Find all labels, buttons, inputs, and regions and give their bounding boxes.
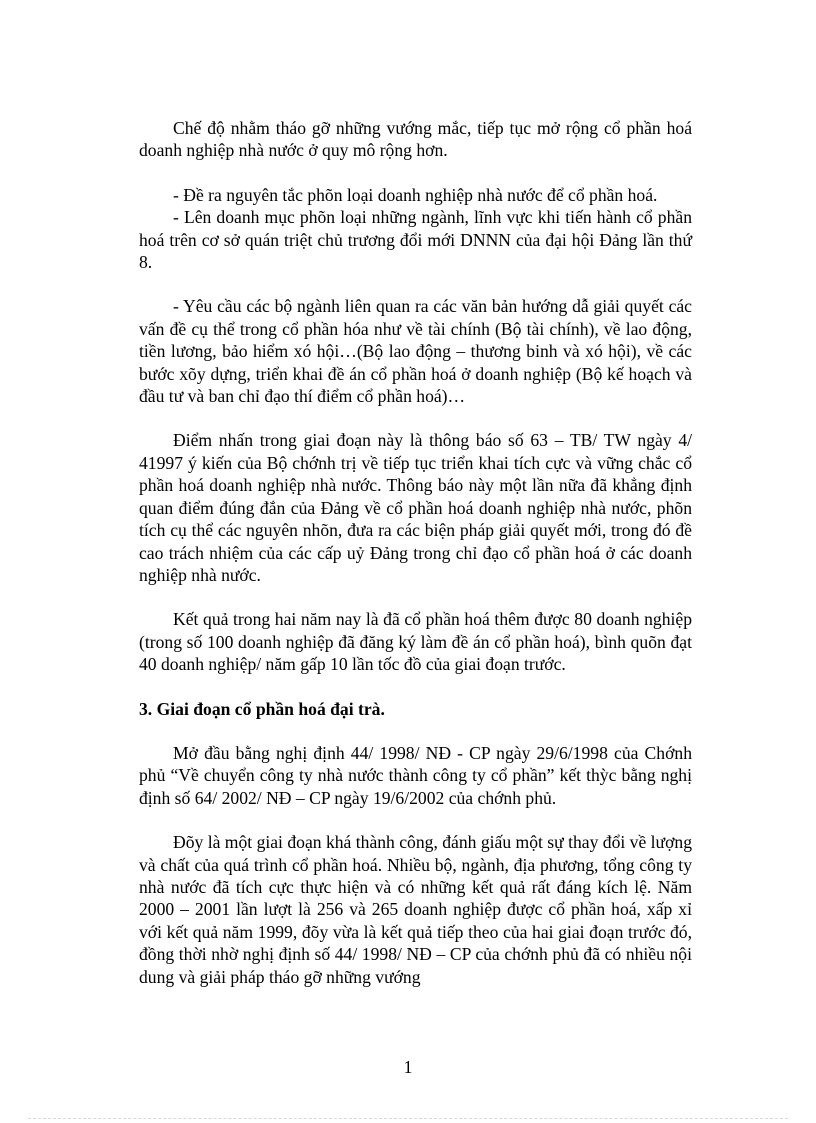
- paragraph: Điểm nhấn trong giai đoạn này là thông báo số 63 – TB/ TW ngày 4/ 41997 ý kiến của Bộ chớnh trị về tiếp tục triển khai tích cực và vững chắc cổ phần hoá doanh nghiệp nhà nước. Thông báo này một lần nữa đã khẳng định quan điểm đúng đắn của Đảng về cổ phần hoá doanh nghiệp nhà nước, phõn tích cụ thể các nguyên nhõn, đưa ra các biện pháp giải quyết mới, trong đó đề cao trách nhiệm của các cấp uỷ Đảng trong chỉ đạo cổ phần hoá ở các doanh nghiệp nhà nước.: [139, 430, 692, 585]
- page-number: 1: [403, 1057, 413, 1077]
- bullet-paragraph: - Đề ra nguyên tắc phõn loại doanh nghiệp nhà nước để cổ phần hoá.: [173, 184, 658, 205]
- bullet-paragraph: - Lên doanh mục phõn loại những ngành, lĩnh vực khi tiến hành cổ phần hoá trên cơ sở quán triệt chủ trương đổi mới DNNN của đại hội Đảng lần thứ 8.: [139, 207, 692, 273]
- document-body: [139, 117, 692, 988]
- paragraph: Kết quả trong hai năm nay là đã cổ phần hoá thêm được 80 doanh nghiệp (trong số 100 doanh nghiệp đã đăng ký làm đề án cổ phần hoá), bình quõn đạt 40 doanh nghiệp/ năm gấp 10 lần tốc đồ của giai đoạn trước.: [139, 609, 692, 675]
- page-bottom-divider: [28, 1118, 788, 1119]
- paragraph: Mở đầu bằng nghị định 44/ 1998/ NĐ - CP ngày 29/6/1998 của Chớnh phủ “Về chuyển công ty nhà nước thành công ty cổ phần” kết thỳc bằng nghị định số 64/ 2002/ NĐ – CP ngày 19/6/2002 của chớnh phủ.: [139, 742, 692, 808]
- bullet-paragraph: - Yêu cầu các bộ ngành liên quan ra các văn bản hướng dẫ giải quyết các vấn đề cụ thể trong cổ phần hóa như về tài chính (Bộ tài chính), về lao động, tiền lương, bảo hiểm xó hội…(Bộ lao động – thương binh và xó hội), về các bước xõy dựng, triển khai đề án cổ phần hoá ở doanh nghiệp (Bộ kế hoạch và đầu tư và ban chỉ đạo thí điểm cổ phần hoá)…: [139, 296, 692, 407]
- section-heading: 3. Giai đoạn cổ phần hoá đại trà.: [139, 698, 385, 719]
- paragraph: Chế độ nhằm tháo gỡ những vướng mắc, tiếp tục mở rộng cổ phần hoá doanh nghiệp nhà nước ở quy mô rộng hơn.: [139, 118, 692, 161]
- paragraph: Đõy là một giai đoạn khá thành công, đánh giấu một sự thay đổi về lượng và chất của quá trình cổ phần hoá. Nhiều bộ, ngành, địa phương, tổng công ty nhà nước đã tích cực thực hiện và có những kết quả rất đáng kích lệ. Năm 2000 – 2001 lần lượt là 256 và 265 doanh nghiệp được cổ phần hoá, xấp xỉ với kết quả năm 1999, đõy vừa là kết quả tiếp theo của hai giai đoạn trước đó, đồng thời nhờ nghị định số 44/ 1998/ NĐ – CP của chớnh phủ đã có nhiều nội dung và giải pháp tháo gỡ những vướng: [139, 832, 692, 987]
